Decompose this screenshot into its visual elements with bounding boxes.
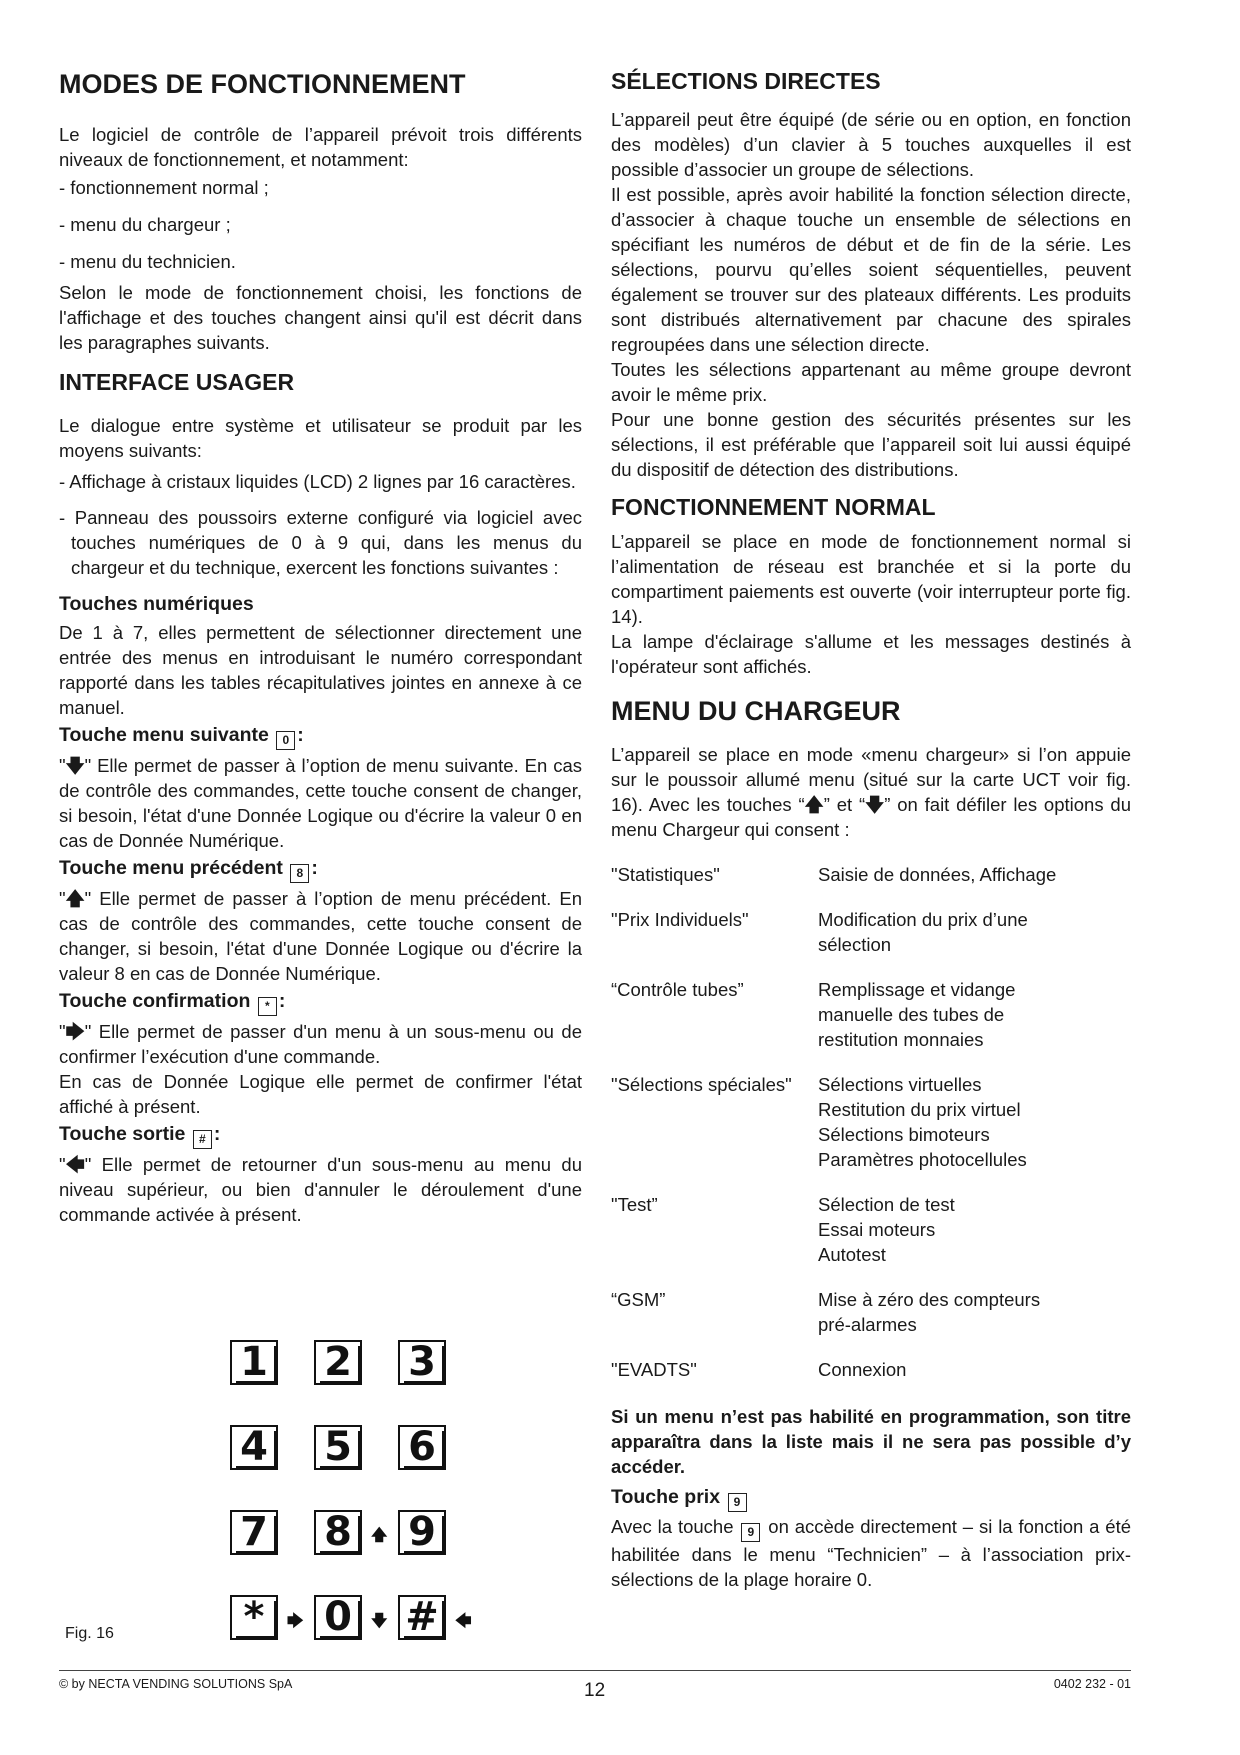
footer-copyright: © by NECTA VENDING SOLUTIONS SpA	[59, 1677, 293, 1691]
confirm-key-text-2: En cas de Donnée Logique elle permet de confirmer l'état affiché à présent.	[59, 1071, 582, 1118]
menu-row-key: “GSM”	[611, 1288, 666, 1310]
title-loader-menu: MENU DU CHARGEUR	[611, 696, 901, 727]
heading-price-key-label: Touche prix	[611, 1485, 721, 1508]
menu-row	[611, 1072, 1131, 1172]
figure-caption: Fig. 16	[65, 1625, 114, 1642]
menu-row	[611, 1192, 1131, 1267]
exit-key-desc: Elle permet de retourner d'un sous-menu au menu du niveau supérieur, ou bien d'annuler le déroulement d'une commande activée à présent.	[59, 1154, 582, 1226]
confirm-key-desc: Elle permet de passer d'un menu à un sous-menu ou de confirmer l’exécution d'une commande.	[59, 1021, 582, 1068]
exit-key-text: "🡄" Elle permet de retourner d'un sous-menu au menu du niveau supérieur, ou bien d'annuler le déroulement d'une commande activée à présent.	[59, 1154, 582, 1226]
menu-row-values	[818, 907, 1131, 957]
menu-row-value: Remplissage et vidange	[818, 978, 1016, 1000]
menu-row-value: Saisie de données, Affichage	[818, 863, 1057, 885]
prev-key-text: "🡅" Elle permet de passer à l’option de menu précédent. En cas de contrôle des commandes, cette touche consent de changer, si besoin, l'état d'une Donnée Logique ou d'écrire la valeur 8 en cas de Donnée Numérique.	[59, 888, 582, 985]
heading-confirm-key: Touche confirmation * :	[59, 989, 582, 1016]
loader-menu-intro-c: ” on fait défiler les options du menu Chargeur qui consent :	[611, 793, 1132, 840]
menu-row-value: Modification du prix d’une	[818, 908, 1028, 930]
menu-row-value: Autotest	[818, 1243, 886, 1265]
keypad-key-2: 2	[314, 1340, 362, 1385]
footer-divider	[59, 1670, 1131, 1671]
menu-row-value: Sélections virtuelles	[818, 1073, 982, 1095]
direct-selections-text-4: Pour une bonne gestion des sécurités présentes sur les sélections, il est préférable que l’appareil soit lui aussi équipé du dispositif de détection des distributions.	[611, 408, 1131, 480]
menu-row-value: Sélection de test	[818, 1193, 955, 1215]
arrow-up-icon: 🡅	[804, 793, 824, 815]
menu-row-value: manuelle des tubes de	[818, 1003, 1005, 1025]
price-key-text	[611, 1514, 1131, 1592]
menu-row-values	[818, 1357, 1131, 1382]
mode-item: - menu du technicien.	[59, 251, 236, 273]
arrow-up-icon: 🡅	[65, 888, 85, 910]
document-code: 0402 232 - 01	[1053, 1677, 1131, 1691]
arrow-down-icon: 🡇	[65, 755, 85, 777]
price-key-text-a: Avec la touche	[611, 1515, 734, 1537]
title-normal-mode: FONCTIONNEMENT NORMAL	[611, 493, 936, 520]
arrow-right-icon: 🡆	[65, 1021, 85, 1043]
title-interface: INTERFACE USAGER	[59, 369, 295, 396]
loader-menu-intro-b: ” et “	[823, 793, 866, 815]
dialogue-intro: Le dialogue entre système et utilisateur se produit par les moyens suivants:	[59, 414, 582, 461]
menu-row-value: pré-alarmes	[818, 1313, 917, 1335]
menu-row-key: "Test”	[611, 1193, 658, 1215]
right-column	[611, 62, 1131, 1592]
menu-disabled-note: Si un menu n’est pas habilité en programmation, son titre apparaîtra dans la liste mais il ne sera pas possible d’y accéder.	[611, 1405, 1131, 1477]
key-star-icon: *	[258, 997, 277, 1016]
menu-row	[611, 907, 1131, 957]
menu-row-value: Restitution du prix virtuel	[818, 1098, 1021, 1120]
title-direct-selections: SÉLECTIONS DIRECTES	[611, 68, 881, 94]
heading-next-key: Touche menu suivante 0 :	[59, 723, 582, 750]
key-hash-icon: #	[193, 1130, 212, 1149]
keypad-key-6: 6	[398, 1425, 446, 1470]
key-9-icon: 9	[728, 1493, 747, 1512]
menu-row	[611, 862, 1131, 887]
menu-row-value: restitution monnaies	[818, 1028, 984, 1050]
mode-item: - fonctionnement normal ;	[59, 177, 269, 199]
heading-exit-key: Touche sortie # :	[59, 1122, 582, 1149]
normal-mode-text-2: La lampe d'éclairage s'allume et les messages destinés à l'opérateur sont affichés.	[611, 631, 1131, 678]
arrow-down-icon: 🡇	[865, 793, 885, 815]
loader-menu-intro-a: L’appareil se place en mode «menu chargeur» si l’on appuie sur le poussoir allumé menu (situé sur la carte UCT voir fig. 16). Avec les touches “	[611, 743, 1131, 815]
heading-prev-key-label: Touche menu précédent	[59, 857, 283, 880]
menu-row	[611, 1357, 1131, 1382]
modes-after: Selon le mode de fonctionnement choisi, les fonctions de l'affichage et des touches changent ainsi qu'il est décrit dans les paragraphes suivants.	[59, 282, 582, 354]
menu-row-values	[818, 977, 1131, 1052]
menu-row-values	[818, 1287, 1131, 1337]
confirm-key-text: "🡆" Elle permet de passer d'un menu à un sous-menu ou de confirmer l’exécution d'une commande.	[59, 1021, 582, 1068]
menu-row-value: Essai moteurs	[818, 1218, 936, 1240]
keypad-key-0: 0	[314, 1595, 362, 1640]
keypad-key-hash: #	[398, 1595, 446, 1640]
numeric-keys-text: De 1 à 7, elles permettent de sélectionner directement une entrée des menus en introduisant le numéro correspondant rapporté dans les tables récapitulatives jointes en annexe à ce manuel.	[59, 622, 582, 719]
menu-row-value: Paramètres photocellules	[818, 1148, 1027, 1170]
left-column	[59, 62, 582, 1227]
direct-selections-text-2: Il est possible, après avoir habilité la fonction sélection directe, d’associer à chaque touche un ensemble de sélections en spécifiant les numéros de début et de fin de la série. Les sélections, pourvu qu’elles soient séquentielles, peuvent également se trouver sur des plateaux différents. Les produits sont distribués alternativement par chacune des spirales regroupées dans une sélection directe.	[611, 183, 1131, 355]
heading-next-key-label: Touche menu suivante	[59, 724, 269, 747]
menu-row-value: Connexion	[818, 1358, 907, 1380]
key-0-icon: 0	[276, 731, 295, 750]
key-9-icon: 9	[741, 1523, 760, 1542]
heading-confirm-key-label: Touche confirmation	[59, 990, 251, 1013]
mode-item: - menu du chargeur ;	[59, 214, 231, 236]
keypad-key-star: *	[230, 1595, 278, 1640]
modes-intro: Le logiciel de contrôle de l’appareil prévoit trois différents niveaux de fonctionnement, et notamment:	[59, 124, 582, 171]
arrow-right-icon: 🡆	[287, 1613, 304, 1630]
menu-row-values	[818, 1192, 1131, 1267]
bullet-panel: - Panneau des poussoirs externe configuré via logiciel avec touches numériques de 0 à 9 qui, dans les menus du chargeur et du technique, exercent les fonctions suivantes :	[59, 506, 582, 578]
normal-mode-text-1: L’appareil se place en mode de fonctionnement normal si l’alimentation de réseau est branchée et si la porte du compartiment paiements est ouverte (voir interrupteur porte fig. 14).	[611, 531, 1131, 628]
keypad-key-3: 3	[398, 1340, 446, 1385]
menu-row	[611, 1287, 1131, 1337]
keypad-figure	[230, 1339, 490, 1640]
menu-row-value: sélection	[818, 933, 892, 955]
menu-row-key: "Prix Individuels"	[611, 908, 749, 930]
next-key-desc: Elle permet de passer à l’option de menu suivante. En cas de contrôle des commandes, cette touche consent de changer, si besoin, l'état d'une Donnée Logique ou d'écrire la valeur 0 en cas de Donnée Numérique.	[59, 755, 582, 852]
arrow-left-icon: 🡄	[65, 1154, 85, 1176]
key-8-icon: 8	[290, 864, 309, 883]
bullet-lcd: - Affichage à cristaux liquides (LCD) 2 lignes par 16 caractères.	[59, 470, 576, 492]
menu-row-values	[818, 862, 1131, 887]
menu-row-key: "Statistiques"	[611, 863, 720, 885]
keypad-key-1: 1	[230, 1340, 278, 1385]
heading-prev-key: Touche menu précédent 8 :	[59, 856, 582, 883]
menu-row-value: Sélections bimoteurs	[818, 1123, 990, 1145]
keypad-key-4: 4	[230, 1425, 278, 1470]
page-number: 12	[584, 1680, 606, 1701]
heading-numeric-keys: Touches numériques	[59, 592, 254, 615]
menu-row-value: Mise à zéro des compteurs	[818, 1288, 1041, 1310]
heading-price-key	[611, 1485, 1131, 1512]
direct-selections-text-1: L’appareil peut être équipé (de série ou en option, en fonction des modèles) d’un clavier à 5 touches auxquelles il est possible d’associer un groupe de sélections.	[611, 108, 1131, 180]
price-key-text-b: on accède directement – si la fonction a été habilitée dans le menu “Technicien” – à l’association prix-sélections de la plage horaire 0.	[611, 1515, 1132, 1590]
direct-selections-text-3: Toutes les sélections appartenant au même groupe devront avoir le même prix.	[611, 358, 1131, 405]
menu-row-key: "Sélections spéciales"	[611, 1073, 792, 1095]
heading-exit-key-label: Touche sortie	[59, 1123, 186, 1146]
arrow-left-icon: 🡄	[455, 1613, 472, 1630]
keypad-key-5: 5	[314, 1425, 362, 1470]
next-key-text: "🡇" Elle permet de passer à l’option de menu suivante. En cas de contrôle des commandes, cette touche consent de changer, si besoin, l'état d'une Donnée Logique ou d'écrire la valeur 0 en cas de Donnée Numérique.	[59, 755, 582, 852]
title-modes: MODES DE FONCTIONNEMENT	[59, 69, 466, 99]
arrow-up-icon: 🡅	[371, 1527, 388, 1544]
menu-row-key: "EVADTS"	[611, 1358, 697, 1380]
keypad-key-7: 7	[230, 1510, 278, 1555]
menu-row	[611, 977, 1131, 1052]
keypad-key-9: 9	[398, 1510, 446, 1555]
prev-key-desc: Elle permet de passer à l’option de menu précédent. En cas de contrôle des commandes, cette touche consent de changer, si besoin, l'état d'une Donnée Logique ou d'écrire la valeur 8 en cas de Donnée Numérique.	[59, 888, 582, 985]
menu-row-values	[818, 1072, 1131, 1172]
loader-menu-table	[611, 862, 1131, 1382]
arrow-down-icon: 🡇	[371, 1613, 388, 1630]
menu-row-key: “Contrôle tubes”	[611, 978, 744, 1000]
keypad-key-8: 8	[314, 1510, 362, 1555]
loader-menu-intro	[611, 742, 1131, 842]
